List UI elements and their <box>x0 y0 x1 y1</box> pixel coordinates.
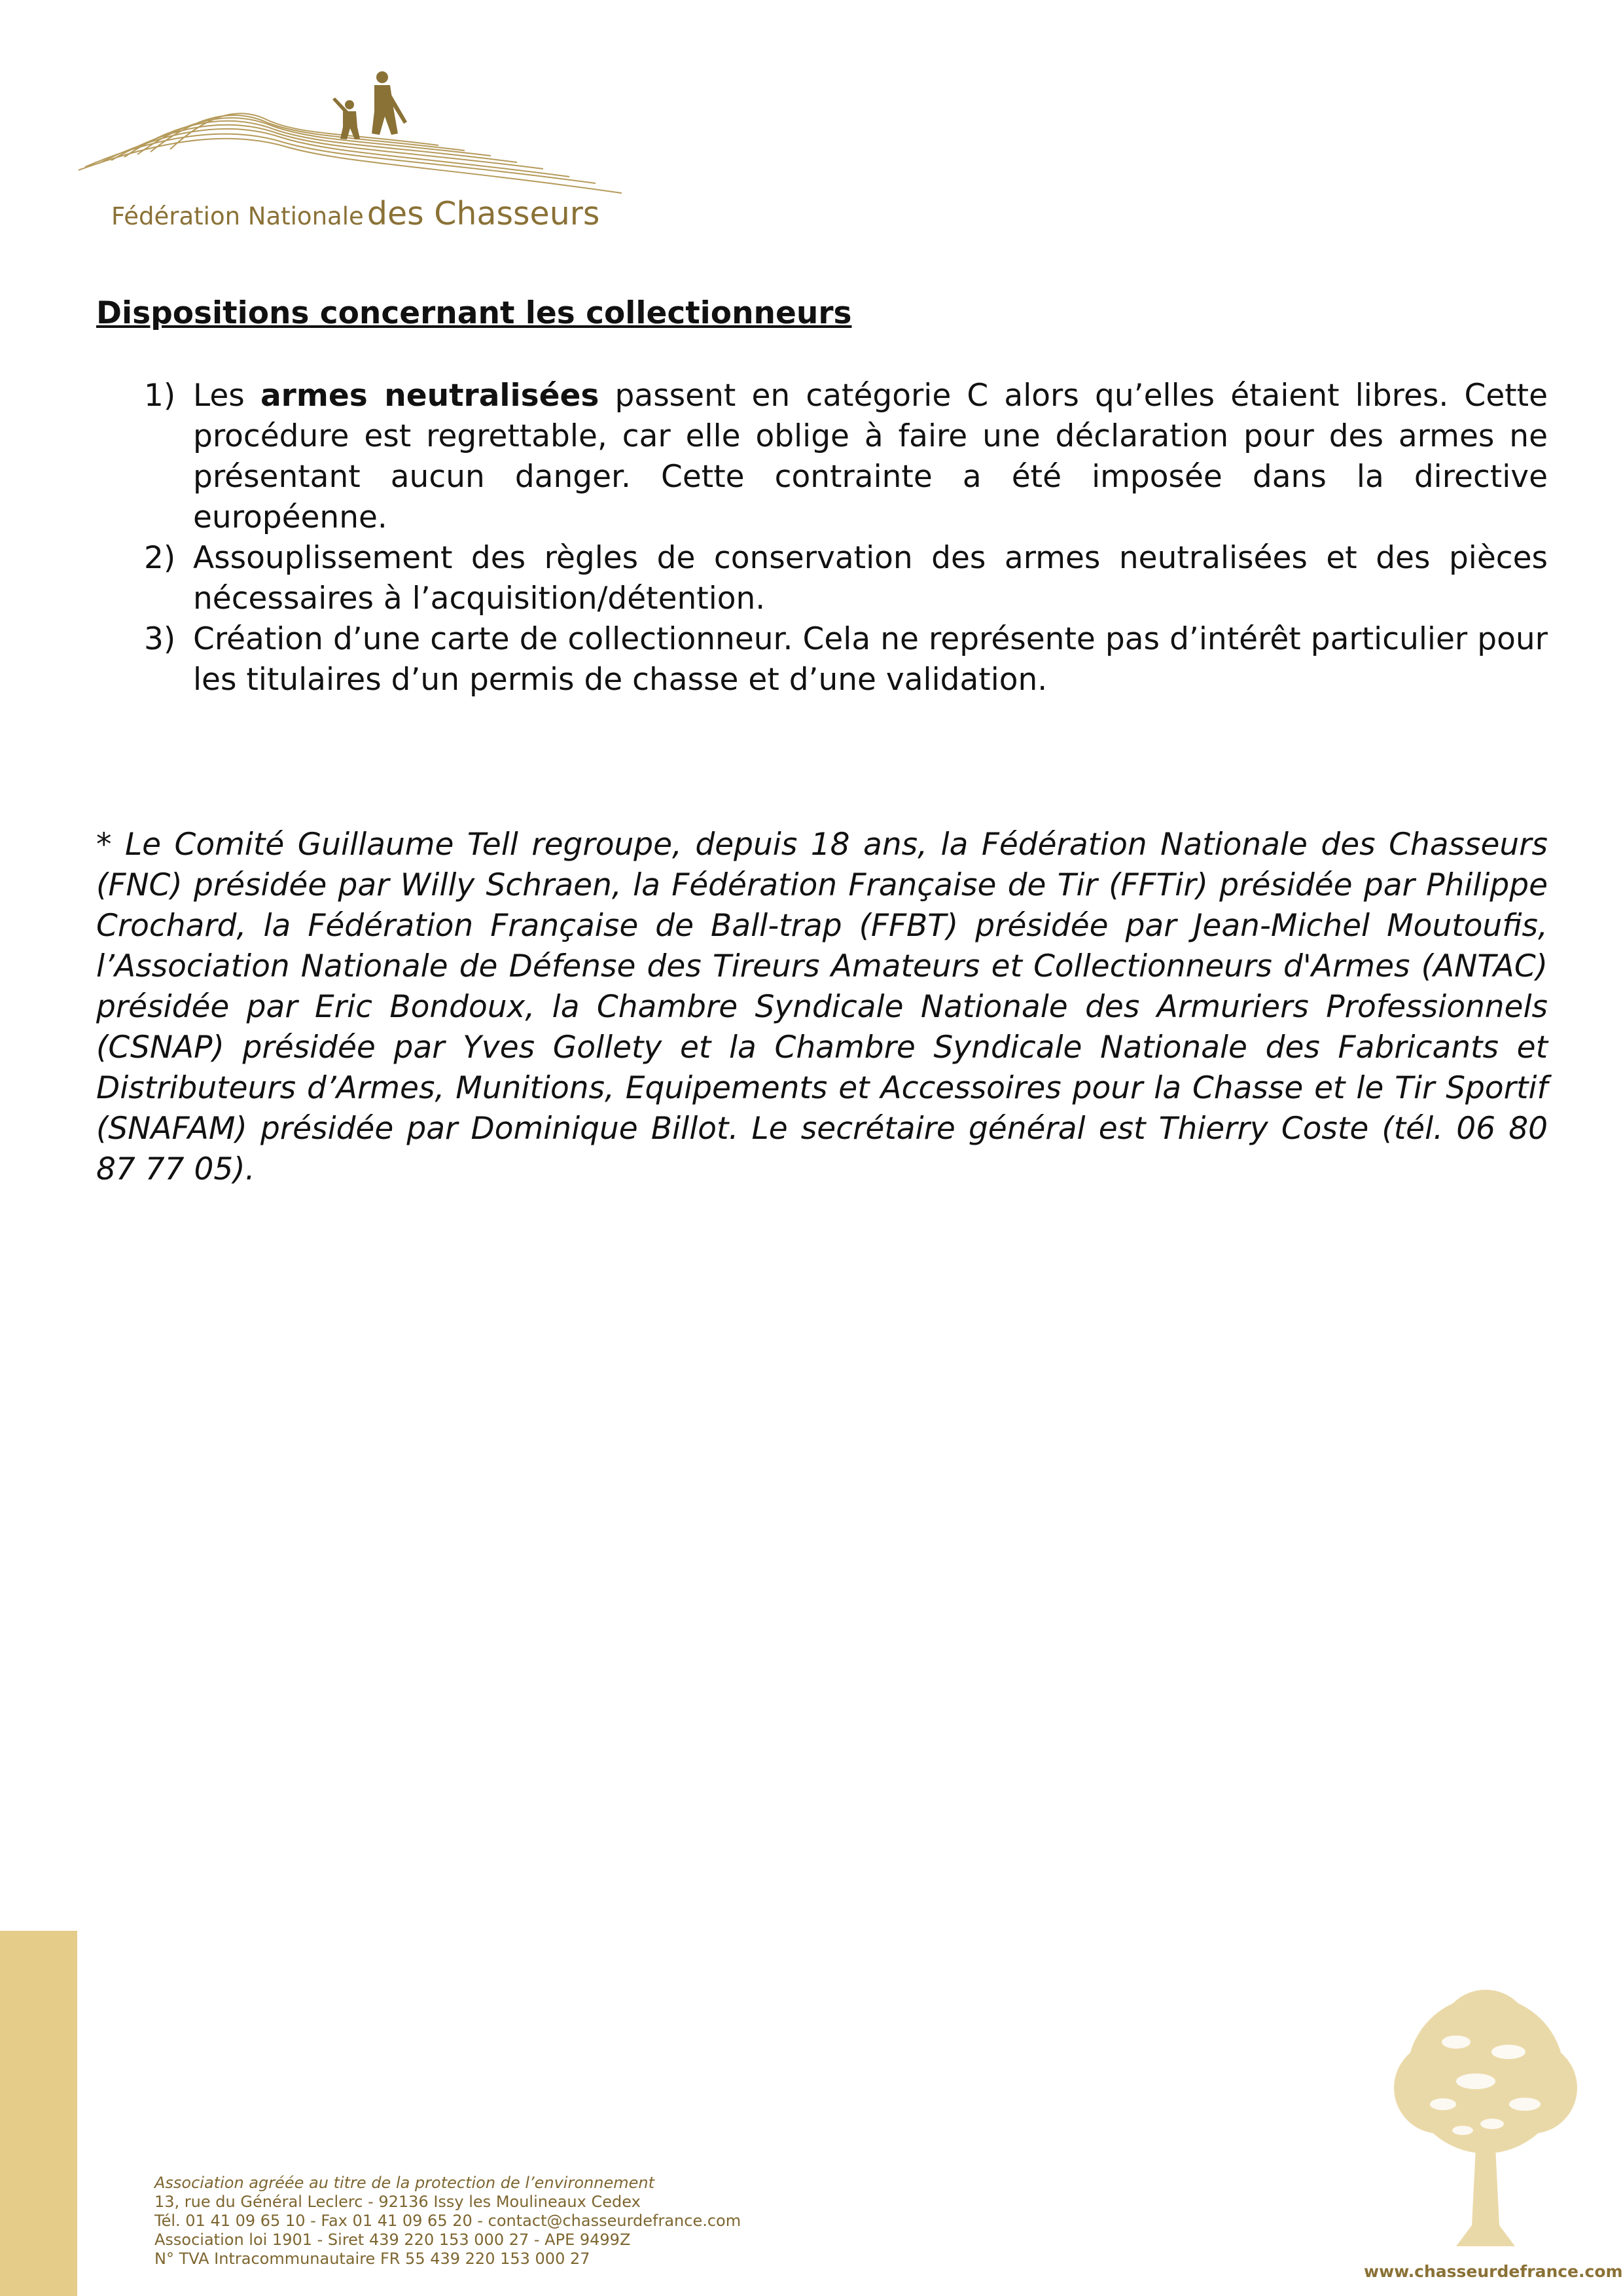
footer-address <box>154 2174 741 2269</box>
list-item <box>96 376 1548 538</box>
logo-text-small: Fédération Nationale <box>111 202 364 230</box>
website-link[interactable]: www.chasseurdefrance.com <box>1364 2262 1623 2281</box>
hunters-landscape-emblem <box>72 65 635 196</box>
footer-line-accreditation: Association agréée au titre de la protection de l’environnement <box>154 2174 654 2192</box>
list-item-bold-term: armes neutralisées <box>260 378 599 414</box>
list-item-text-rest: passent en catégorie C alors qu’elles étaient libres. Cette procédure est regrettable, car elle oblige à faire une déclaration pour des armes ne présentant aucun danger. Cette contrainte a été imposée dans la directive européenne. <box>193 378 1548 535</box>
fnc-logo <box>72 65 635 249</box>
list-item-text: Création d’une carte de collectionneur. Cela ne représente pas d’intérêt particulier pour les titulaires d’un permis de chasse et d’une validation. <box>193 621 1548 698</box>
footer-line-vat: N° TVA Intracommunautaire FR 55 439 220 153 000 27 <box>154 2250 590 2268</box>
provisions-list <box>96 376 1548 700</box>
sidebar-accent-bar <box>0 1931 77 2296</box>
list-item <box>96 619 1548 700</box>
footer-line-address: 13, rue du Général Leclerc - 92136 Issy les Moulineaux Cedex <box>154 2193 641 2211</box>
list-item-text: Assouplissement des règles de conservation des armes neutralisées et des pièces nécessaires à l’acquisition/détention. <box>193 540 1548 617</box>
list-item-number: 3) <box>144 621 176 657</box>
list-item-text-lead: Les <box>193 378 260 414</box>
logo-wordmark <box>111 195 599 232</box>
logo-text-big: des Chasseurs <box>366 195 600 232</box>
list-item <box>96 538 1548 619</box>
list-item-number: 2) <box>144 540 176 576</box>
list-item-text <box>193 376 1548 538</box>
footer-line-siret: Association loi 1901 - Siret 439 220 153 000 27 - APE 9499Z <box>154 2231 631 2249</box>
section-title: Dispositions concernant les collectionneurs <box>96 295 852 331</box>
footnote-comite-guillaume-tell: * Le Comité Guillaume Tell regroupe, depuis 18 ans, la Fédération Nationale des Chasseurs (FNC) présidée par Willy Schraen, la Fédération Française de Tir (FFTir) présidée par Philippe Crochard, la Fédération Française de Ball-trap (FFBT) présidée par Jean-Michel Moutoufis, l’Association Nationale de Défense des Tireurs Amateurs et Collectionneurs d'Armes (ANTAC) présidée par Eric Bondoux, la Chambre Syndicale Nationale des Armuriers Professionnels (CSNAP) présidée par Yves Gollety et la Chambre Syndicale Nationale des Fabricants et Distributeurs d’Armes, Munitions, Equipements et Accessoires pour la Chasse et le Tir Sportif (SNAFAM) présidée par Dominique Billot. Le secrétaire général est Thierry Coste (tél. 06 80 87 77 05). <box>96 827 1548 1187</box>
tree-icon <box>1378 1990 1594 2251</box>
document-body <box>96 293 1548 1221</box>
list-item-number: 1) <box>144 378 176 414</box>
tree-of-animals-icon <box>1378 1990 1594 2251</box>
footer-line-contact: Tél. 01 41 09 65 10 - Fax 01 41 09 65 20 - contact@chasseurdefrance.com <box>154 2212 741 2230</box>
